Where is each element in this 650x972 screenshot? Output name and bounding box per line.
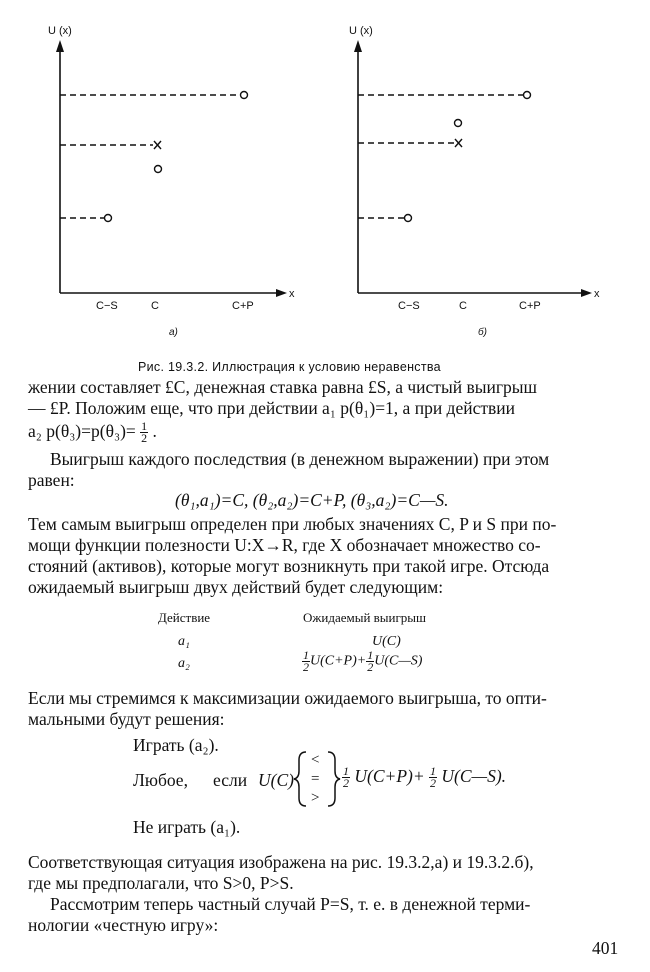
panel-b-y-label: U (x) — [349, 25, 373, 37]
panel-b-tick-c-plus-p: C+P — [519, 300, 541, 312]
para1-line2: — £P. Положим еще, что при действии a₁ p(θ₁)=1, а при действии — [28, 398, 516, 418]
table-row-a1-value: U(C) — [372, 634, 401, 649]
panel-a-tick-c-plus-p: C+P — [232, 300, 254, 312]
para4-line1: Если мы стремимся к максимизации ожидаемого выигрыша, то опти- — [28, 688, 547, 708]
decision-play: Играть (a₂). — [133, 735, 219, 755]
para2-line1: Выигрыш каждого последствия (в денежном выражении) при этом — [50, 449, 550, 469]
panel-b-caption: б) — [478, 327, 487, 338]
para5-line1: Соответствующая ситуация изображена на рис. 19.3.2,а) и 19.3.2.б), — [28, 852, 534, 872]
para6-line2: нологии «честную игру»: — [28, 915, 219, 935]
table-row-a1-action: a₁ — [178, 634, 190, 649]
para4-line2: мальными будут решения: — [28, 709, 225, 729]
relation-equal: = — [311, 771, 320, 787]
para1-line3-text: a₂ p(θ₃)=p(θ₃)= — [28, 421, 136, 441]
relation-greater: > — [311, 790, 320, 806]
panel-a — [56, 40, 287, 297]
panel-a-x-label: x — [289, 288, 295, 300]
table-header-expected: Ожидаемый выигрыш — [303, 610, 427, 625]
half-fraction: $\frac{1}{2}$ — [141, 419, 148, 446]
para3-line1: Тем самым выигрыш определен при любых значениях C, P и S при по- — [28, 514, 557, 534]
para1-line1: жении составляет £C, денежная ставка равна £S, а чистый выигрыш — [28, 377, 538, 397]
para6-line1: Рассмотрим теперь частный случай P=S, т. е. в денежной терми- — [50, 894, 531, 914]
decision-lhs: U(C) — [258, 770, 294, 790]
table-row-a2-action: a₂ — [178, 656, 190, 671]
panel-a-y-label: U (x) — [48, 25, 72, 37]
page-number: 401 — [592, 938, 619, 958]
panel-a-tick-c: C — [151, 300, 159, 312]
payoff-formula: (θ₁,a₁)=C, (θ₂,a₂)=C+P, (θ₃,a₂)=C—S. — [175, 490, 449, 510]
para1-line3 — [28, 420, 157, 444]
para1-line3-end: . — [152, 421, 157, 441]
panel-b-tick-c: C — [459, 300, 467, 312]
panel-b-x-label: x — [594, 288, 600, 300]
decision-if-label: если — [213, 770, 248, 790]
table-header-action: Действие — [158, 610, 211, 625]
para3-line3: стояний (активов), которые могут возникнуть при такой игре. Отсюда — [28, 556, 550, 576]
figure-caption: Рис. 19.3.2. Иллюстрация к условию неравенства — [138, 360, 441, 374]
panel-a-caption: a) — [169, 327, 178, 338]
table-row-a2-value: $\frac{1}{2}$ U(C+P)+ $\frac{1}{2}$ U(C—S) — [303, 648, 423, 674]
figure-19-3-2 — [0, 0, 650, 360]
panel-b — [354, 40, 592, 297]
panel-b-tick-c-minus-s: C−S — [398, 300, 420, 312]
para3-line2: мощи функции полезности U:X→R, где X обозначает множество со- — [28, 535, 541, 555]
para5-line2: где мы предполагали, что S>0, P>S. — [28, 873, 294, 893]
decision-rhs: $\frac{1}{2}$ U(C+P)+ $\frac{1}{2}$ U(C—S). — [343, 764, 507, 791]
para3-line4: ожидаемый выигрыш двух действий будет следующим: — [28, 577, 444, 597]
para2-line2: равен: — [28, 470, 75, 490]
panel-a-tick-c-minus-s: C−S — [96, 300, 118, 312]
decision-any-label: Любое, — [133, 770, 188, 790]
decision-no-play: Не играть (a₁). — [133, 817, 241, 837]
relation-less: < — [311, 752, 320, 768]
